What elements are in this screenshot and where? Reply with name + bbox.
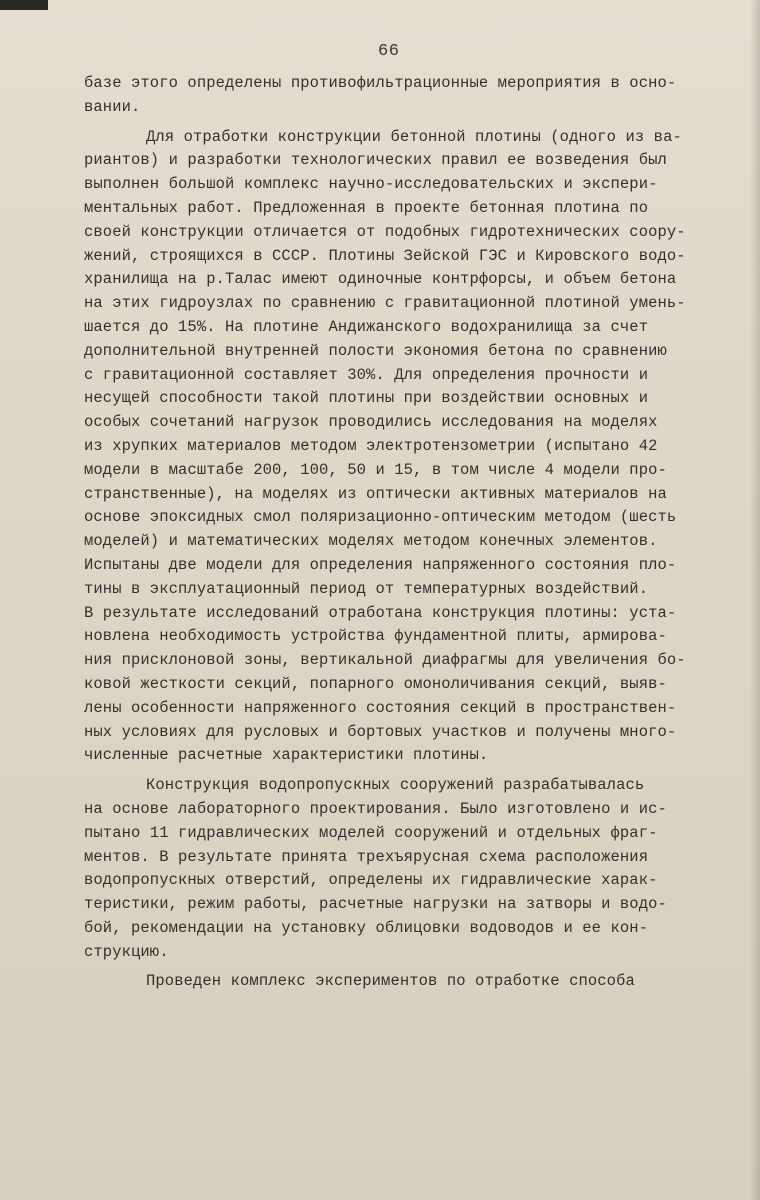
paragraph xyxy=(84,774,724,964)
text-line: водопропускных отверстий, определены их гидравлические харак- xyxy=(84,871,658,890)
text-line: выполнен большой комплекс научно-исследовательских и экспери- xyxy=(84,175,658,194)
text-line: риантов) и разработки технологических правил ее возведения был xyxy=(84,151,667,170)
text-line: несущей способности такой плотины при воздействии основных и xyxy=(84,389,649,408)
text-line: вании. xyxy=(84,97,141,116)
text-line: базе этого определены противофильтрационные мероприятия в осно- xyxy=(84,74,677,92)
scan-right-edge xyxy=(750,0,760,1200)
text-line: странственные), на моделях из оптически активных материалов на xyxy=(84,484,667,503)
text-line: тины в эксплуатационный период от температурных воздействий. xyxy=(84,579,649,598)
scan-edge-shadow xyxy=(0,0,48,10)
text-line: бой, рекомендации на установку облицовки водоводов и ее кон- xyxy=(84,918,649,937)
text-line: модели в масштабе 200, 100, 50 и 15, в том числе 4 модели про- xyxy=(84,460,667,479)
text-line: теристики, режим работы, расчетные нагрузки на затворы и водо- xyxy=(84,895,667,914)
paragraph xyxy=(84,72,724,120)
text-line: ментальных работ. Предложенная в проекте бетонная плотина по xyxy=(84,198,649,217)
text-line: пытано 11 гидравлических моделей сооружений и отдельных фраг- xyxy=(84,823,658,842)
text-line: В результате исследований отработана конструкция плотины: уста- xyxy=(84,603,677,622)
text-line: основе эпоксидных смол поляризационно-оптическим методом (шесть xyxy=(84,508,677,527)
text-line: шается до 15%. На плотине Андижанского водохранилища за счет xyxy=(84,317,649,336)
text-line: лены особенности напряженного состояния секций в пространствен- xyxy=(84,698,677,717)
text-line: особых сочетаний нагрузок проводились исследования на моделях xyxy=(84,413,658,432)
body-text xyxy=(84,72,724,994)
text-line: моделей) и математических моделях методом конечных элементов. xyxy=(84,532,658,551)
text-line: струкцию. xyxy=(84,942,169,961)
paragraph xyxy=(84,126,724,769)
text-line: из хрупких материалов методом электротензометрии (испытано 42 xyxy=(84,436,658,455)
text-line: хранилища на р.Талас имеют одиночные контрфорсы, и объем бетона xyxy=(84,270,677,289)
paragraph xyxy=(84,970,724,994)
text-line: дополнительной внутренней полости экономия бетона по сравнению xyxy=(84,341,667,360)
text-line: численные расчетные характеристики плотины. xyxy=(84,746,489,765)
text-line: ния присклоновой зоны, вертикальной диафрагмы для увеличения бо- xyxy=(84,651,686,670)
text-line: Испытаны две модели для определения напряженного состояния пло- xyxy=(84,555,677,574)
text-line: Для отработки конструкции бетонной плотины (одного из ва- xyxy=(146,127,682,146)
text-line: своей конструкции отличается от подобных гидротехнических соору- xyxy=(84,222,686,241)
page-number: 66 xyxy=(378,42,400,61)
text-line: ных условиях для русловых и бортовых участков и получены много- xyxy=(84,722,677,741)
text-line: ментов. В результате принята трехъярусная схема расположения xyxy=(84,847,649,866)
text-line: на основе лабораторного проектирования. Было изготовлено и ис- xyxy=(84,799,667,818)
text-line: с гравитационной составляет 30%. Для определения прочности и xyxy=(84,365,649,384)
text-line: ковой жесткости секций, попарного омоноличивания секций, выяв- xyxy=(84,674,667,693)
text-line: новлена необходимость устройства фундаментной плиты, армирова- xyxy=(84,627,667,646)
text-line: на этих гидроузлах по сравнению с гравитационной плотиной умень- xyxy=(84,294,686,313)
text-line: Проведен комплекс экспериментов по отработке способа xyxy=(146,972,635,991)
text-line: жений, строящихся в СССР. Плотины Зейской ГЭС и Кировского водо- xyxy=(84,246,686,265)
text-line: Конструкция водопропускных сооружений разрабатывалась xyxy=(146,776,645,795)
